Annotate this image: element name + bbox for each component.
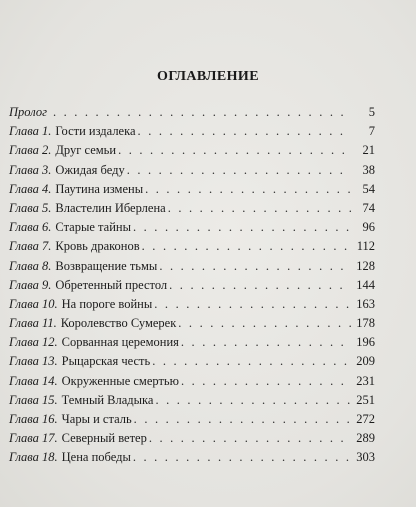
toc-entry-page-number: 54 — [362, 181, 375, 196]
toc-entry — [9, 333, 375, 352]
toc-entry-label: Глава 10. — [9, 296, 58, 311]
toc-entry — [9, 199, 375, 218]
dot-leader — [181, 333, 351, 352]
toc-entry-page-number: 196 — [356, 335, 375, 350]
toc-entry-page-number: 5 — [368, 105, 375, 119]
toc-entry — [9, 103, 375, 122]
toc-entry-label: Глава 2. — [9, 143, 52, 158]
toc-entry — [9, 352, 375, 371]
toc-entry-label: Глава 13. — [9, 354, 58, 369]
toc-entry-page-number: 21 — [362, 143, 375, 158]
dot-leader — [133, 448, 351, 467]
toc-entry-page-number: 209 — [356, 354, 375, 369]
toc-entry-page-number: 96 — [362, 220, 375, 235]
dot-leader — [159, 257, 351, 276]
dot-leader — [155, 391, 351, 410]
toc-entry-page-number: 128 — [356, 258, 375, 273]
toc-entry-title: Паутина измены — [55, 181, 144, 196]
dot-leader — [127, 161, 351, 180]
dot-leader — [133, 218, 351, 237]
toc-entry — [9, 122, 375, 141]
toc-entry — [9, 180, 375, 199]
toc-entry-label: Пролог — [9, 105, 47, 119]
toc-entry-label: Глава 3. — [9, 162, 52, 177]
toc-entry-title: Обретенный престол — [55, 277, 168, 292]
toc-entry-page-number: 163 — [356, 296, 375, 311]
toc-entry-label: Глава 1. — [9, 124, 52, 139]
dot-leader — [134, 410, 351, 429]
table-of-contents — [9, 103, 375, 468]
toc-entry-label: Глава 15. — [9, 392, 58, 407]
toc-entry-label: Глава 17. — [9, 431, 58, 446]
toc-entry — [9, 218, 375, 237]
toc-entry-label: Глава 12. — [9, 335, 58, 350]
toc-entry-page-number: 74 — [362, 200, 375, 215]
toc-entry-label: Глава 6. — [9, 220, 52, 235]
dot-leader — [168, 199, 351, 218]
toc-entry-label: Глава 16. — [9, 412, 58, 426]
toc-entry-label: Глава 14. — [9, 373, 58, 388]
toc-entry-title: Окруженные смертью — [61, 373, 179, 388]
toc-entry-label: Глава 5. — [9, 200, 52, 215]
toc-entry-title: На пороге войны — [61, 296, 153, 311]
toc-entry — [9, 448, 375, 467]
toc-entry-label: Глава 11. — [9, 316, 57, 331]
toc-entry-page-number: 112 — [356, 239, 375, 254]
toc-entry-title: Цена победы — [61, 450, 131, 465]
toc-entry-title: Сорванная церемония — [61, 335, 179, 350]
toc-entry-page-number: 38 — [362, 162, 375, 177]
toc-entry-title: Королевство Сумерек — [60, 316, 177, 331]
toc-entry-title: Рыцарская честь — [61, 354, 151, 369]
dot-leader — [118, 141, 351, 160]
toc-entry — [9, 257, 375, 276]
toc-entry-title: Темный Владыка — [61, 392, 154, 407]
toc-entry-page-number: 272 — [356, 412, 375, 426]
toc-entry — [9, 276, 375, 295]
toc-entry-label: Глава 7. — [9, 239, 52, 254]
toc-entry-title: Чары и сталь — [61, 412, 132, 426]
page-title: ОГЛАВЛЕНИЕ — [157, 69, 259, 84]
toc-entry-page-number: 7 — [368, 124, 375, 139]
toc-entry — [9, 295, 375, 314]
toc-entry-page-number: 178 — [356, 316, 375, 331]
toc-entry — [9, 161, 375, 180]
toc-entry-label: Глава 8. — [9, 258, 52, 273]
dot-leader — [154, 295, 351, 314]
toc-entry-title: Старые тайны — [55, 220, 131, 235]
toc-entry — [9, 429, 375, 448]
dot-leader — [142, 237, 351, 256]
toc-entry-page-number: 303 — [356, 450, 375, 465]
toc-entry — [9, 314, 375, 333]
toc-entry-page-number: 144 — [356, 277, 375, 292]
toc-entry-title: Гости издалека — [55, 124, 136, 139]
dot-leader — [53, 103, 351, 122]
dot-leader — [145, 180, 351, 199]
toc-entry — [9, 237, 375, 256]
toc-entry — [9, 410, 375, 429]
dot-leader — [149, 429, 351, 448]
toc-entry-title: Кровь драконов — [55, 239, 140, 254]
toc-entry-label: Глава 9. — [9, 277, 52, 292]
toc-entry — [9, 372, 375, 391]
dot-leader — [152, 352, 351, 371]
toc-entry-title: Северный ветер — [61, 431, 147, 446]
toc-entry-title: Друг семьи — [55, 143, 117, 158]
toc-entry-page-number: 251 — [356, 392, 375, 407]
toc-entry — [9, 391, 375, 410]
dot-leader — [169, 276, 351, 295]
toc-entry-page-number: 231 — [356, 373, 375, 388]
toc-entry-label: Глава 4. — [9, 181, 52, 196]
dot-leader — [181, 372, 351, 391]
toc-entry-title: Ожидая беду — [55, 162, 125, 177]
toc-entry-page-number: 289 — [356, 431, 375, 446]
toc-entry-title: Властелин Иберлена — [55, 200, 166, 215]
toc-entry-label: Глава 18. — [9, 450, 58, 465]
toc-entry — [9, 141, 375, 160]
dot-leader — [178, 314, 351, 333]
toc-entry-title: Возвращение тьмы — [55, 258, 158, 273]
dot-leader — [138, 122, 351, 141]
